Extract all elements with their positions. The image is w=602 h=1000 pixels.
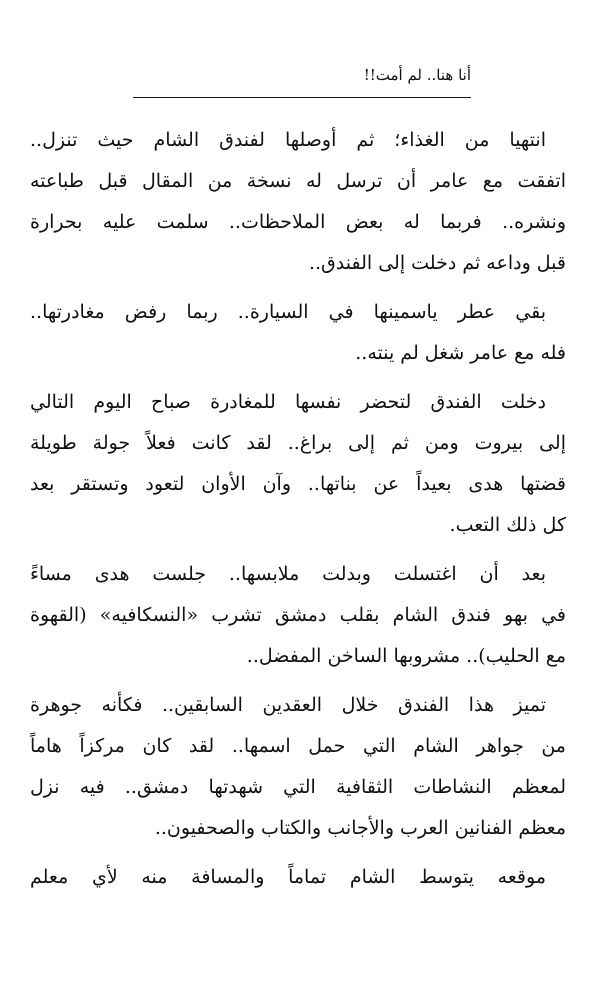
text-line: دخلت الفندق لتحضر نفسها للمغادرة صباح اليوم التالي [30,391,546,413]
text-line: مع الحليب).. مشروبها الساخن المفضل.. [246,645,566,667]
text-line: معظم الفنانين العرب والأجانب والكتاب والصحفيون.. [154,817,566,839]
paragraph-6 [30,857,566,898]
page-body [30,120,566,906]
paragraph-3 [30,382,566,546]
text-line: في بهو فندق الشام بقلب دمشق تشرب «النسكافيه» (القهوة [30,604,566,626]
text-line: قضتها هدى بعيداً عن بناتها.. وآن الأوان لتعود وتستقر بعد [30,473,566,495]
text-line: إلى بيروت ومن ثم إلى براغ.. لقد كانت فعلاً جولة طويلة [30,432,566,454]
text-line: ونشره.. فربما له بعض الملاحظات.. سلمت عليه بحرارة [30,211,566,233]
text-line: تميز هذا الفندق خلال العقدين السابقين.. فكأنه جوهرة [30,694,546,716]
header-divider [133,97,471,98]
paragraph-5 [30,685,566,849]
paragraph-1 [30,120,566,284]
text-line: انتهيا من الغذاء؛ ثم أوصلها لفندق الشام حيث تنزل.. [30,129,546,151]
text-line: اتفقت مع عامر أن ترسل له نسخة من المقال قبل طباعته [30,170,566,192]
text-line: قبل وداعه ثم دخلت إلى الفندق.. [308,252,566,274]
text-line: فله مع عامر شغل لم ينته.. [355,342,566,364]
text-line: كل ذلك التعب. [449,514,566,536]
text-line: موقعه يتوسط الشام تماماً والمسافة منه لأي معلم [30,866,546,888]
text-line: لمعظم النشاطات الثقافية التي شهدتها دمشق.. فيه نزل [30,776,566,798]
paragraph-4 [30,554,566,677]
running-header: أنا هنا.. لم أمت!! [363,66,471,84]
text-line: من جواهر الشام التي حمل اسمها.. لقد كان مركزاً هاماً [30,735,566,757]
text-line: بعد أن اغتسلت وبدلت ملابسها.. جلست هدى مساءً [30,563,546,585]
text-line: بقي عطر ياسمينها في السيارة.. ربما رفض مغادرتها.. [30,301,546,323]
paragraph-2 [30,292,566,374]
